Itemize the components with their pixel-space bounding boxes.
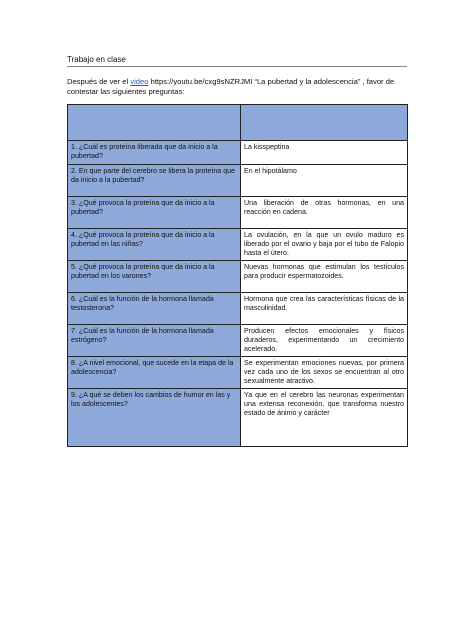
table-row	[68, 357, 408, 389]
question-cell: 9. ¿A qué se deben los cambios de humor en las y los adolescentes?	[68, 389, 241, 447]
intro-paragraph	[67, 77, 407, 97]
intro-text-end: https://youtu.be/cxg9sNZRJMI “La pubertad y la adolescencia” , favor de contestar las siguientes preguntas:	[67, 77, 395, 96]
header-cell-question	[68, 105, 241, 141]
answer-cell: Nuevas hormonas que estimulan los testículos para producir espermatozoides.	[241, 261, 408, 293]
video-link[interactable]: video	[130, 77, 149, 86]
header-cell-answer	[241, 105, 408, 141]
answer-cell: La kisspeptina	[241, 141, 408, 165]
question-cell: 3. ¿Qué provoca la proteína que da inicio a la pubertad?	[68, 197, 241, 229]
title-divider	[67, 66, 407, 67]
intro-text-start: Después de ver el	[67, 77, 131, 86]
answer-cell: La ovulación, en la que un ovulo maduro es liberado por el ovario y baja por el tubo de Falopio hasta el útero.	[241, 229, 408, 261]
question-cell: 7. ¿Cuál es la función de la hormona llamada estrógeno?	[68, 325, 241, 357]
question-cell: 2. En que parte del cerebro se libera la proteína que da inicio a la pubertad?	[68, 165, 241, 197]
answer-cell: En el hipotálamo	[241, 165, 408, 197]
answer-cell: Una liberación de otras hormonas, en una reacción en cadena.	[241, 197, 408, 229]
table-row	[68, 197, 408, 229]
questions-table	[67, 104, 408, 447]
question-cell: 8. ¿A nivel emocional, que sucede en la etapa de la adolescencia?	[68, 357, 241, 389]
table-row	[68, 389, 408, 447]
answer-cell: Hormona que crea las características físicas de la masculinidad.	[241, 293, 408, 325]
document-title: Trabajo en clase	[67, 55, 126, 64]
answer-cell: Ya que en el cerebro las neuronas experimentan una extensa reconexión, que transforma nuestro estado de ánimo y carácter	[241, 389, 408, 447]
question-cell: 1. ¿Cuál es proteína liberada que da inicio a la pubertad?	[68, 141, 241, 165]
table-row	[68, 165, 408, 197]
table-row	[68, 141, 408, 165]
table-row	[68, 325, 408, 357]
table-header-row	[68, 105, 408, 141]
question-cell: 6. ¿Cuál es la función de la hormona llamada testosterona?	[68, 293, 241, 325]
table-row	[68, 261, 408, 293]
question-cell: 5. ¿Qué provoca la proteína que da inicio a la pubertad en los varones?	[68, 261, 241, 293]
question-cell: 4. ¿Qué provoca la proteína que da inicio a la pubertad en las niñas?	[68, 229, 241, 261]
answer-cell: Se experimentan emociones nuevas, por primera vez cada uno de los sexos se encuentran al otro sexualmente atractivo.	[241, 357, 408, 389]
table-row	[68, 229, 408, 261]
answer-cell: Producen efectos emocionales y físicos duraderos, experimentando un crecimiento acelerado.	[241, 325, 408, 357]
table-row	[68, 293, 408, 325]
